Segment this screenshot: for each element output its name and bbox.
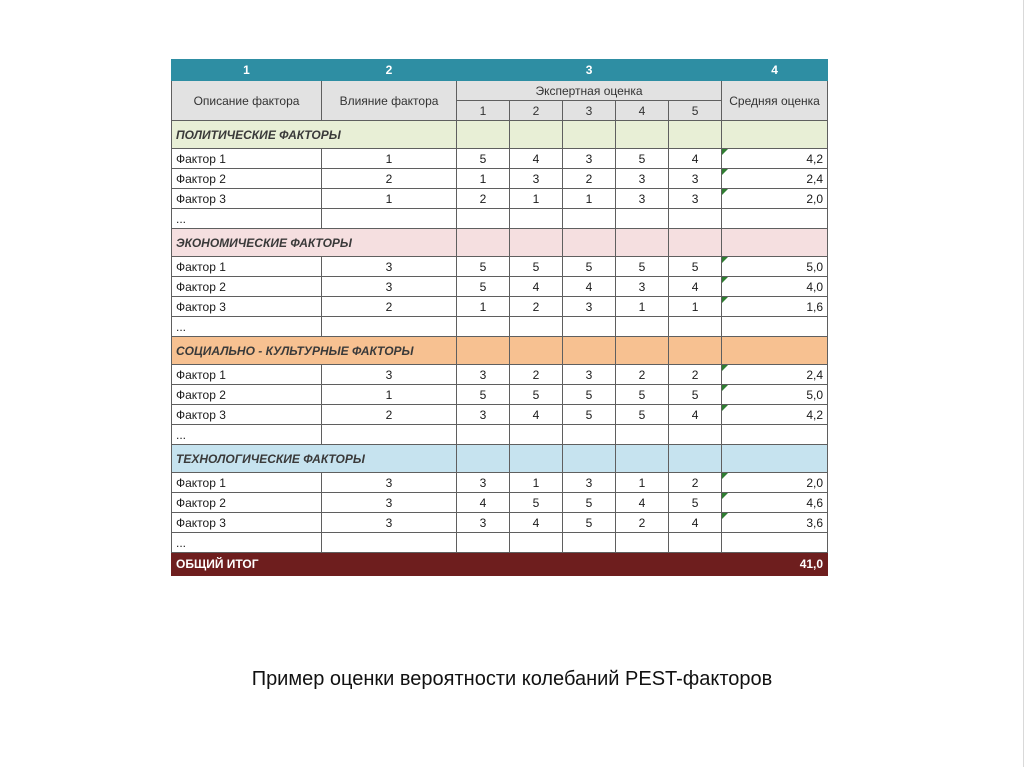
expert-score: 2: [616, 513, 669, 533]
section-cell: [563, 445, 616, 473]
section-cell: [563, 121, 616, 149]
total-empty-cell: [322, 553, 457, 576]
header-row: [172, 81, 828, 101]
factor-row: [172, 277, 828, 297]
expert-score: 3: [616, 189, 669, 209]
pest-table: [171, 59, 828, 576]
expert-score: 5: [563, 257, 616, 277]
factor-row: [172, 297, 828, 317]
empty-cell: [563, 425, 616, 445]
average-value: 3,6: [806, 515, 824, 530]
expert-score: 1: [457, 169, 510, 189]
empty-cell: [322, 317, 457, 337]
average-value: 2,4: [806, 171, 824, 186]
expert-score: 2: [510, 297, 563, 317]
average-score: [722, 385, 828, 405]
expert-score: 4: [510, 405, 563, 425]
empty-cell: [669, 317, 722, 337]
section-cell: [457, 229, 510, 257]
header-average: Средняя оценка: [722, 81, 828, 121]
comment-marker-icon: [722, 493, 728, 499]
section-cell: [457, 337, 510, 365]
ellipsis-row: [172, 425, 828, 445]
section-cell: [616, 337, 669, 365]
section-cell: [510, 445, 563, 473]
expert-score: 4: [510, 277, 563, 297]
expert-score: 5: [510, 385, 563, 405]
comment-marker-icon: [722, 385, 728, 391]
expert-score: 5: [616, 257, 669, 277]
empty-cell: [563, 209, 616, 229]
expert-score: 4: [669, 149, 722, 169]
empty-cell: [616, 317, 669, 337]
expert-score: 5: [669, 257, 722, 277]
factor-influence: 3: [322, 473, 457, 493]
comment-marker-icon: [722, 257, 728, 263]
total-empty-cell: [669, 553, 722, 576]
section-cell: [722, 445, 828, 473]
factor-row: [172, 473, 828, 493]
empty-cell: [457, 209, 510, 229]
factor-row: [172, 189, 828, 209]
expert-score: 5: [669, 493, 722, 513]
expert-score: 3: [616, 169, 669, 189]
comment-marker-icon: [722, 405, 728, 411]
factor-row: [172, 513, 828, 533]
empty-cell: [669, 209, 722, 229]
slide-caption: Пример оценки вероятности колебаний PEST-факторов: [251, 668, 773, 690]
expert-score: 3: [457, 405, 510, 425]
total-empty-cell: [457, 553, 510, 576]
comment-marker-icon: [722, 149, 728, 155]
expert-score: 4: [616, 493, 669, 513]
comment-marker-icon: [722, 297, 728, 303]
ellipsis-row: [172, 209, 828, 229]
average-value: 2,0: [806, 475, 824, 490]
expert-score: 1: [616, 297, 669, 317]
expert-score: 4: [510, 513, 563, 533]
empty-cell: [510, 425, 563, 445]
section-cell: [722, 229, 828, 257]
expert-col-header: 3: [563, 101, 616, 121]
section-cell: [510, 121, 563, 149]
expert-score: 5: [510, 257, 563, 277]
factor-row: [172, 365, 828, 385]
factor-name: Фактор 2: [172, 385, 322, 405]
expert-score: 3: [510, 169, 563, 189]
header-description: Описание фактора: [172, 81, 322, 121]
section-cell: [457, 445, 510, 473]
factor-influence: 1: [322, 189, 457, 209]
ellipsis-cell: ...: [172, 533, 322, 553]
empty-cell: [510, 317, 563, 337]
expert-score: 4: [669, 277, 722, 297]
empty-cell: [616, 209, 669, 229]
section-header-row: [172, 445, 828, 473]
expert-score: 5: [616, 385, 669, 405]
factor-row: [172, 169, 828, 189]
section-title: ПОЛИТИЧЕСКИЕ ФАКТОРЫ: [172, 121, 457, 149]
ellipsis-cell: ...: [172, 209, 322, 229]
factor-name: Фактор 1: [172, 365, 322, 385]
empty-cell: [322, 425, 457, 445]
average-value: 2,0: [806, 191, 824, 206]
factor-influence: 3: [322, 277, 457, 297]
expert-score: 1: [510, 189, 563, 209]
ellipsis-cell: ...: [172, 425, 322, 445]
factor-influence: 2: [322, 169, 457, 189]
expert-score: 1: [457, 297, 510, 317]
empty-cell: [616, 533, 669, 553]
average-value: 1,6: [806, 299, 824, 314]
ellipsis-row: [172, 317, 828, 337]
factor-name: Фактор 1: [172, 257, 322, 277]
section-cell: [510, 229, 563, 257]
expert-score: 3: [563, 365, 616, 385]
empty-cell: [669, 533, 722, 553]
average-score: [722, 257, 828, 277]
expert-score: 3: [457, 473, 510, 493]
expert-score: 3: [669, 189, 722, 209]
expert-score: 5: [563, 493, 616, 513]
factor-influence: 2: [322, 297, 457, 317]
factor-name: Фактор 2: [172, 169, 322, 189]
section-cell: [669, 229, 722, 257]
expert-score: 5: [457, 257, 510, 277]
section-header-row: [172, 229, 828, 257]
total-empty-cell: [510, 553, 563, 576]
expert-score: 5: [616, 405, 669, 425]
header-expert: Экспертная оценка: [457, 81, 722, 101]
empty-cell: [722, 209, 828, 229]
ellipsis-row: [172, 533, 828, 553]
ellipsis-cell: ...: [172, 317, 322, 337]
expert-score: 2: [669, 473, 722, 493]
column-number: 1: [172, 60, 322, 81]
expert-score: 5: [563, 513, 616, 533]
average-score: [722, 149, 828, 169]
factor-row: [172, 257, 828, 277]
factor-row: [172, 149, 828, 169]
comment-marker-icon: [722, 189, 728, 195]
expert-score: 5: [669, 385, 722, 405]
section-title: ЭКОНОМИЧЕСКИЕ ФАКТОРЫ: [172, 229, 457, 257]
empty-cell: [616, 425, 669, 445]
column-number-row: [172, 60, 828, 81]
factor-influence: 2: [322, 405, 457, 425]
expert-score: 3: [616, 277, 669, 297]
total-empty-cell: [616, 553, 669, 576]
factor-influence: 3: [322, 513, 457, 533]
expert-score: 2: [669, 365, 722, 385]
expert-score: 1: [616, 473, 669, 493]
section-cell: [510, 337, 563, 365]
expert-score: 4: [669, 513, 722, 533]
empty-cell: [722, 533, 828, 553]
total-value: 41,0: [722, 553, 828, 576]
total-empty-cell: [563, 553, 616, 576]
comment-marker-icon: [722, 277, 728, 283]
section-cell: [669, 337, 722, 365]
section-cell: [563, 337, 616, 365]
factor-influence: 3: [322, 365, 457, 385]
empty-cell: [563, 533, 616, 553]
expert-score: 5: [510, 493, 563, 513]
column-number: 2: [322, 60, 457, 81]
factor-name: Фактор 1: [172, 149, 322, 169]
column-number: 4: [722, 60, 828, 81]
factor-name: Фактор 3: [172, 405, 322, 425]
factor-name: Фактор 2: [172, 277, 322, 297]
expert-score: 3: [669, 169, 722, 189]
average-score: [722, 169, 828, 189]
factor-influence: 1: [322, 385, 457, 405]
factor-name: Фактор 2: [172, 493, 322, 513]
average-score: [722, 365, 828, 385]
section-cell: [616, 229, 669, 257]
comment-marker-icon: [722, 365, 728, 371]
average-value: 4,2: [806, 151, 824, 166]
expert-score: 3: [457, 365, 510, 385]
expert-score: 5: [616, 149, 669, 169]
section-cell: [616, 121, 669, 149]
average-score: [722, 189, 828, 209]
factor-influence: 3: [322, 493, 457, 513]
expert-score: 5: [457, 277, 510, 297]
expert-score: 5: [457, 149, 510, 169]
empty-cell: [510, 533, 563, 553]
total-label: ОБЩИЙ ИТОГ: [172, 553, 322, 576]
expert-score: 3: [563, 473, 616, 493]
average-value: 5,0: [806, 387, 824, 402]
comment-marker-icon: [722, 473, 728, 479]
average-score: [722, 405, 828, 425]
expert-score: 1: [669, 297, 722, 317]
section-cell: [616, 445, 669, 473]
expert-score: 1: [563, 189, 616, 209]
empty-cell: [563, 317, 616, 337]
expert-score: 3: [563, 297, 616, 317]
section-cell: [669, 445, 722, 473]
header-influence: Влияние фактора: [322, 81, 457, 121]
section-header-row: [172, 121, 828, 149]
average-value: 5,0: [806, 259, 824, 274]
column-number: 3: [457, 60, 722, 81]
expert-col-header: 1: [457, 101, 510, 121]
average-score: [722, 297, 828, 317]
average-score: [722, 513, 828, 533]
total-row: [172, 553, 828, 576]
factor-name: Фактор 3: [172, 297, 322, 317]
section-header-row: [172, 337, 828, 365]
expert-score: 3: [563, 149, 616, 169]
expert-score: 4: [669, 405, 722, 425]
expert-score: 2: [563, 169, 616, 189]
expert-score: 2: [457, 189, 510, 209]
empty-cell: [510, 209, 563, 229]
expert-score: 5: [457, 385, 510, 405]
factor-row: [172, 405, 828, 425]
expert-col-header: 4: [616, 101, 669, 121]
expert-score: 2: [510, 365, 563, 385]
empty-cell: [457, 425, 510, 445]
section-title: ТЕХНОЛОГИЧЕСКИЕ ФАКТОРЫ: [172, 445, 457, 473]
average-score: [722, 473, 828, 493]
expert-score: 4: [510, 149, 563, 169]
comment-marker-icon: [722, 513, 728, 519]
empty-cell: [322, 209, 457, 229]
empty-cell: [722, 317, 828, 337]
section-cell: [457, 121, 510, 149]
expert-col-header: 2: [510, 101, 563, 121]
expert-score: 4: [563, 277, 616, 297]
factor-row: [172, 493, 828, 513]
empty-cell: [322, 533, 457, 553]
comment-marker-icon: [722, 169, 728, 175]
section-cell: [722, 121, 828, 149]
section-cell: [722, 337, 828, 365]
average-score: [722, 277, 828, 297]
expert-score: 5: [563, 385, 616, 405]
average-value: 4,6: [806, 495, 824, 510]
factor-name: Фактор 1: [172, 473, 322, 493]
average-score: [722, 493, 828, 513]
factor-name: Фактор 3: [172, 189, 322, 209]
factor-name: Фактор 3: [172, 513, 322, 533]
average-value: 4,0: [806, 279, 824, 294]
factor-influence: 3: [322, 257, 457, 277]
empty-cell: [457, 317, 510, 337]
section-cell: [669, 121, 722, 149]
empty-cell: [669, 425, 722, 445]
expert-score: 4: [457, 493, 510, 513]
average-value: 4,2: [806, 407, 824, 422]
expert-score: 2: [616, 365, 669, 385]
expert-score: 1: [510, 473, 563, 493]
average-value: 2,4: [806, 367, 824, 382]
expert-score: 5: [563, 405, 616, 425]
expert-score: 3: [457, 513, 510, 533]
section-cell: [563, 229, 616, 257]
expert-col-header: 5: [669, 101, 722, 121]
empty-cell: [722, 425, 828, 445]
section-title: СОЦИАЛЬНО - КУЛЬТУРНЫЕ ФАКТОРЫ: [172, 337, 457, 365]
factor-influence: 1: [322, 149, 457, 169]
empty-cell: [457, 533, 510, 553]
factor-row: [172, 385, 828, 405]
